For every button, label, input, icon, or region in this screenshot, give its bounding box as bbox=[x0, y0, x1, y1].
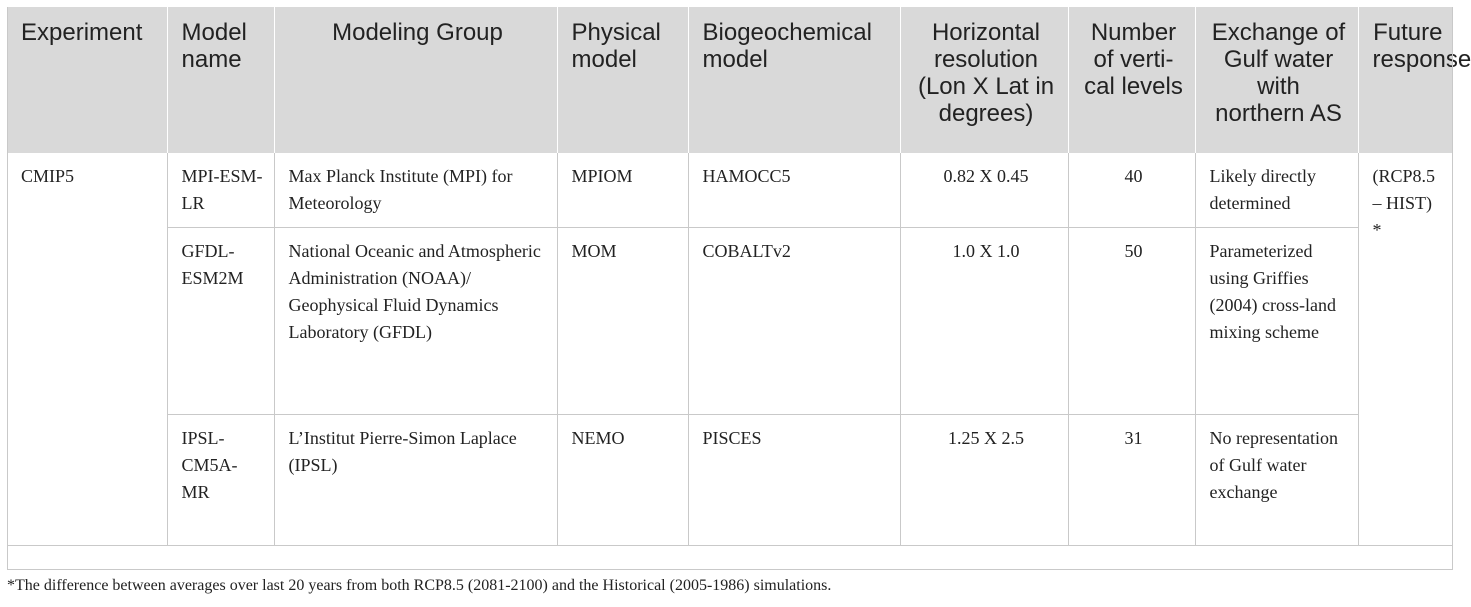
physical-model-cell: MPIOM bbox=[557, 153, 688, 227]
table-footnote: *The difference between averages over last 20 years from both RCP8.5 (2081-2100) and the Historical (2005-1986) simulations. bbox=[7, 577, 832, 594]
resolution-cell: 0.82 X 0.45 bbox=[900, 153, 1068, 227]
header-experiment: Experiment bbox=[7, 7, 167, 153]
exchange-cell: Likely directly determined bbox=[1195, 153, 1358, 227]
experiment-table bbox=[7, 7, 1471, 546]
physical-model-cell: NEMO bbox=[557, 414, 688, 545]
header-model-name: Model name bbox=[167, 7, 274, 153]
header-future-response: Future response bbox=[1358, 7, 1453, 153]
levels-cell: 50 bbox=[1068, 227, 1195, 414]
resolution-cell: 1.0 X 1.0 bbox=[900, 227, 1068, 414]
model-name-cell: IPSL-CM5A-MR bbox=[167, 414, 274, 545]
table-row bbox=[7, 153, 1453, 227]
resolution-cell: 1.25 X 2.5 bbox=[900, 414, 1068, 545]
header-physical-model: Physical model bbox=[557, 7, 688, 153]
modeling-group-cell: Max Planck Institute (MPI) for Meteorology bbox=[274, 153, 557, 227]
header-biogeochemical-model: Biogeochemical model bbox=[688, 7, 900, 153]
header-modeling-group: Modeling Group bbox=[274, 7, 557, 153]
exchange-cell: Parameterized using Griffies (2004) cross-land mixing scheme bbox=[1195, 227, 1358, 414]
experiment-cell: CMIP5 bbox=[21, 166, 75, 186]
levels-cell: 40 bbox=[1068, 153, 1195, 227]
levels-cell: 31 bbox=[1068, 414, 1195, 545]
exchange-cell: No representation of Gulf water exchange bbox=[1195, 414, 1358, 545]
header-row bbox=[7, 7, 1453, 153]
modeling-group-cell: L’Institut Pierre-Simon Laplace (IPSL) bbox=[274, 414, 557, 545]
biogeochemical-model-cell: PISCES bbox=[688, 414, 900, 545]
model-name-cell: MPI-ESM-LR bbox=[167, 153, 274, 227]
table-row bbox=[7, 227, 1453, 414]
table-row bbox=[7, 414, 1453, 545]
physical-model-cell: MOM bbox=[557, 227, 688, 414]
future-response-cell: (RCP8.5 – HIST) * bbox=[1358, 153, 1453, 545]
table-container bbox=[7, 7, 1471, 546]
biogeochemical-model-cell: HAMOCC5 bbox=[688, 153, 900, 227]
model-name-cell: GFDL-ESM2M bbox=[167, 227, 274, 414]
biogeochemical-model-cell: COBALTv2 bbox=[688, 227, 900, 414]
modeling-group-cell: National Oceanic and Atmospheric Administration (NOAA)/ Geophysical Fluid Dynamics Laboratory (GFDL) bbox=[274, 227, 557, 414]
header-vertical-levels: Number of verti-cal levels bbox=[1068, 7, 1195, 153]
header-horizontal-resolution: Horizontal resolution (Lon X Lat in degrees) bbox=[900, 7, 1068, 153]
header-gulf-exchange: Exchange of Gulf water with northern AS bbox=[1195, 7, 1358, 153]
